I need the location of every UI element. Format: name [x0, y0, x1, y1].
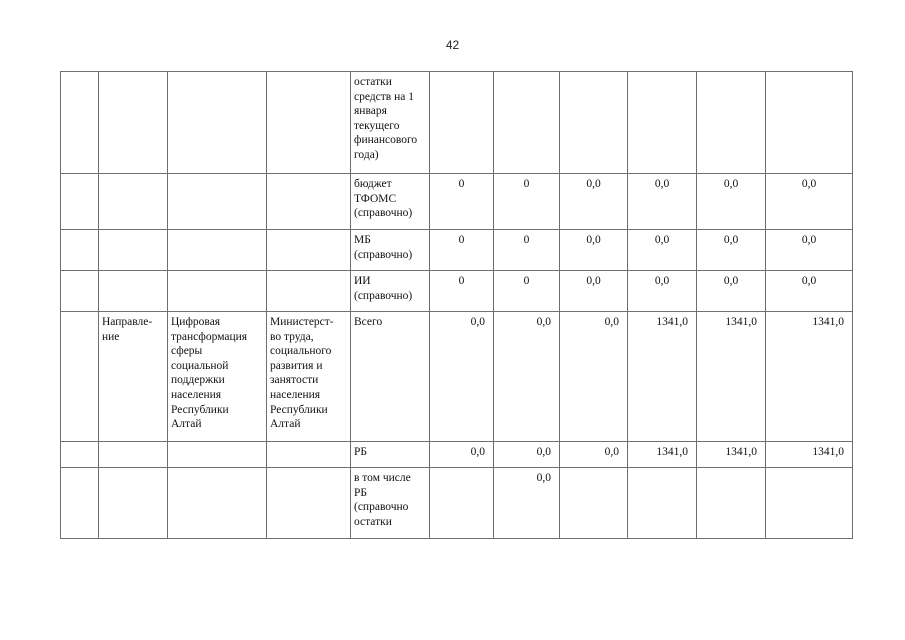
- executor-cell: [267, 174, 351, 230]
- value-cell: 0,0: [560, 442, 628, 468]
- value-cell: 0: [494, 271, 560, 312]
- value-cell: 0,0: [494, 468, 560, 539]
- value-cell: 0,0: [560, 230, 628, 271]
- executor-cell: [267, 442, 351, 468]
- table-row: [61, 72, 853, 174]
- table-row: [61, 230, 853, 271]
- value-cell: 0,0: [766, 271, 853, 312]
- type-cell: [99, 230, 168, 271]
- value-cell: 0,0: [628, 174, 697, 230]
- number-cell: [61, 174, 99, 230]
- page-number: 42: [445, 38, 460, 52]
- number-cell: [61, 312, 99, 442]
- name-cell: [168, 468, 267, 539]
- table-row: [61, 174, 853, 230]
- name-cell: [168, 230, 267, 271]
- value-cell: [766, 72, 853, 174]
- value-cell: [697, 468, 766, 539]
- source-cell: остатки средств на 1 января текущего финансового года): [351, 72, 430, 174]
- type-cell: Направле- ние: [99, 312, 168, 442]
- number-cell: [61, 72, 99, 174]
- name-cell: [168, 174, 267, 230]
- value-cell: [628, 72, 697, 174]
- value-cell: 0,0: [560, 174, 628, 230]
- value-cell: 1341,0: [628, 312, 697, 442]
- source-cell: бюджет ТФОМС (справочно): [351, 174, 430, 230]
- type-cell: [99, 72, 168, 174]
- executor-cell: [267, 468, 351, 539]
- table-row: [61, 271, 853, 312]
- value-cell: 1341,0: [766, 442, 853, 468]
- value-cell: [766, 468, 853, 539]
- source-cell: Всего: [351, 312, 430, 442]
- number-cell: [61, 442, 99, 468]
- value-cell: 1341,0: [697, 312, 766, 442]
- number-cell: [61, 468, 99, 539]
- type-cell: [99, 468, 168, 539]
- value-cell: 0,0: [697, 271, 766, 312]
- name-cell: Цифровая трансформация сферы социальной поддержки населения Республики Алтай: [168, 312, 267, 442]
- value-cell: 0,0: [560, 312, 628, 442]
- value-cell: 0,0: [628, 271, 697, 312]
- executor-cell: [267, 230, 351, 271]
- value-cell: [560, 72, 628, 174]
- type-cell: [99, 174, 168, 230]
- value-cell: 0: [430, 230, 494, 271]
- value-cell: 1341,0: [766, 312, 853, 442]
- value-cell: 0: [494, 230, 560, 271]
- value-cell: [560, 468, 628, 539]
- value-cell: 0,0: [560, 271, 628, 312]
- value-cell: 0: [430, 174, 494, 230]
- value-cell: [697, 72, 766, 174]
- budget-table: [60, 71, 853, 539]
- value-cell: 0,0: [697, 230, 766, 271]
- value-cell: [430, 72, 494, 174]
- table-row: [61, 468, 853, 539]
- type-cell: [99, 442, 168, 468]
- value-cell: 0,0: [430, 442, 494, 468]
- name-cell: [168, 72, 267, 174]
- value-cell: 1341,0: [697, 442, 766, 468]
- value-cell: 0,0: [628, 230, 697, 271]
- value-cell: 0,0: [766, 230, 853, 271]
- source-cell: в том числе РБ (справочно остатки: [351, 468, 430, 539]
- value-cell: [494, 72, 560, 174]
- table-row: [61, 312, 853, 442]
- value-cell: 0,0: [697, 174, 766, 230]
- source-cell: МБ (справочно): [351, 230, 430, 271]
- value-cell: [628, 468, 697, 539]
- number-cell: [61, 271, 99, 312]
- number-cell: [61, 230, 99, 271]
- name-cell: [168, 442, 267, 468]
- source-cell: ИИ (справочно): [351, 271, 430, 312]
- value-cell: 0: [430, 271, 494, 312]
- executor-cell: Министерст- во труда, социального развития и занятости населения Республики Алтай: [267, 312, 351, 442]
- table-row: [61, 442, 853, 468]
- value-cell: [430, 468, 494, 539]
- type-cell: [99, 271, 168, 312]
- executor-cell: [267, 271, 351, 312]
- source-cell: РБ: [351, 442, 430, 468]
- executor-cell: [267, 72, 351, 174]
- value-cell: 0,0: [494, 312, 560, 442]
- value-cell: 0,0: [430, 312, 494, 442]
- value-cell: 0,0: [766, 174, 853, 230]
- name-cell: [168, 271, 267, 312]
- value-cell: 0,0: [494, 442, 560, 468]
- value-cell: 0: [494, 174, 560, 230]
- value-cell: 1341,0: [628, 442, 697, 468]
